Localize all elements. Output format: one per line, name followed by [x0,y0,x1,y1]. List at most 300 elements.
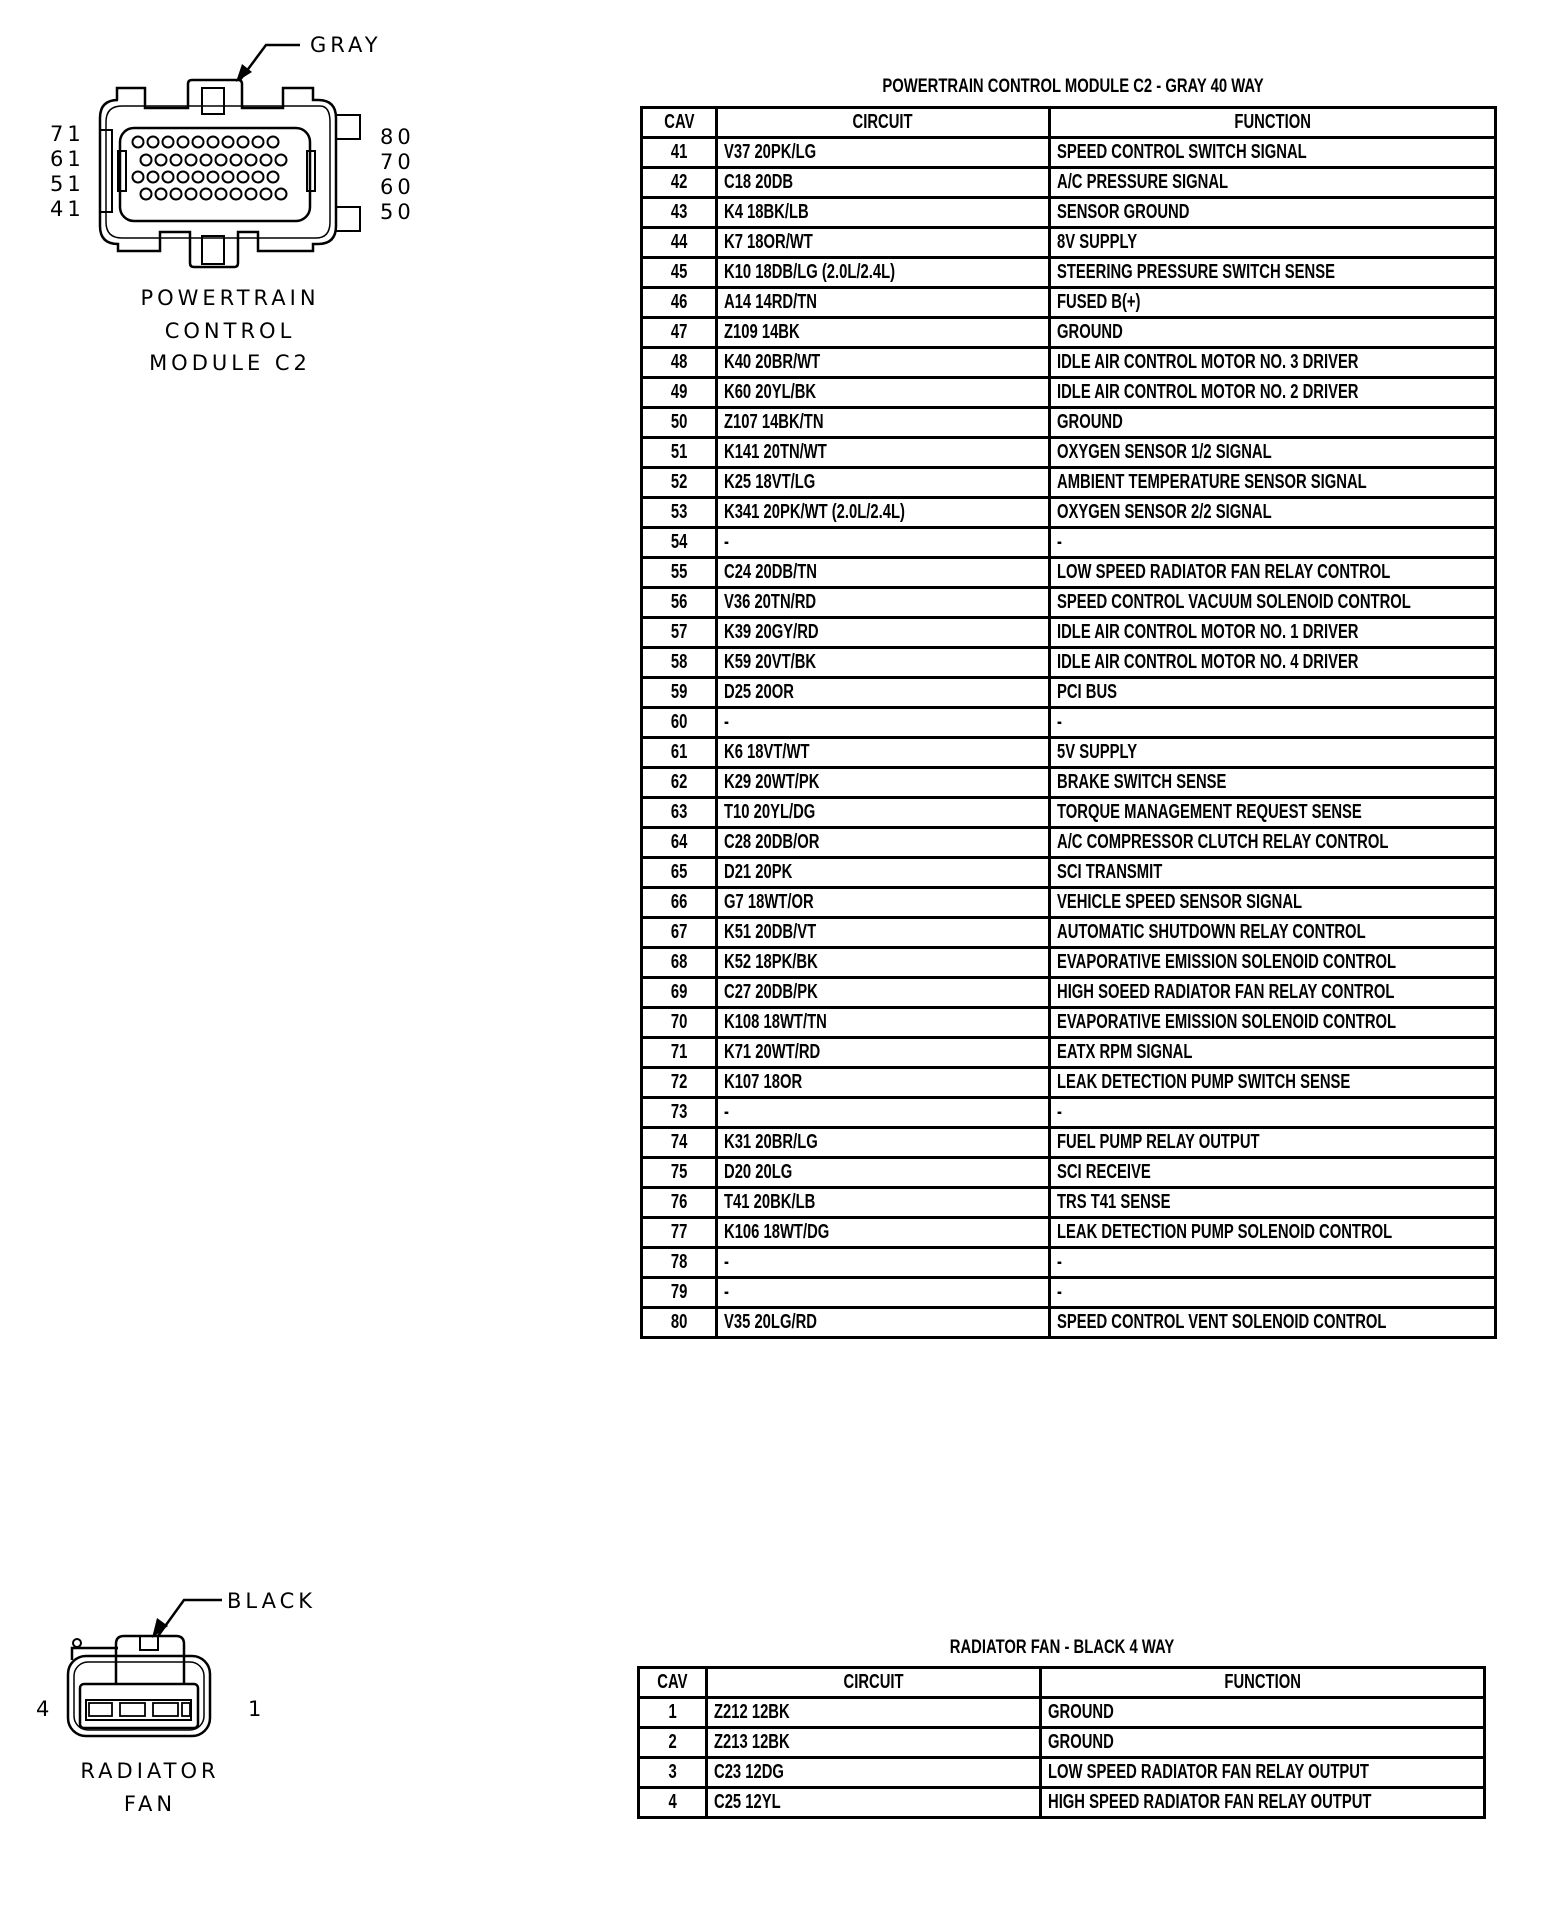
function-cell-text: LEAK DETECTION PUMP SOLENOID CONTROL [1057,1221,1393,1243]
function-cell [1050,888,1496,918]
function-cell [1050,438,1496,468]
header-cav [639,1668,707,1698]
pin-cavity [253,137,264,148]
circuit-cell-text: K31 20BR/LG [724,1131,818,1153]
pin-cavity [156,155,167,166]
pin-cavity [253,172,264,183]
circuit-cell [717,318,1050,348]
function-cell-text: AMBIENT TEMPERATURE SENSOR SIGNAL [1057,471,1367,493]
pin-cavity [223,137,234,148]
black-color-label: BLACK [227,1589,317,1613]
function-cell [1050,348,1496,378]
pin-cavity [276,189,287,200]
circuit-cell-text: K107 18OR [724,1071,803,1093]
pin-cavity [148,137,159,148]
pin-cavity [261,155,272,166]
circuit-cell-text: K29 20WT/PK [724,771,820,793]
cav-cell [642,1158,717,1188]
table-row [642,1038,1496,1068]
cav-cell [639,1758,707,1788]
function-cell-text: FUEL PUMP RELAY OUTPUT [1057,1131,1260,1153]
circuit-cell [717,828,1050,858]
cav-cell-text: 63 [670,801,688,823]
cav-cell [639,1698,707,1728]
cav-cell-text: 44 [670,231,688,253]
cav-cell-text: 2 [668,1731,677,1753]
cav-cell-text: 4 [668,1791,677,1813]
cav-cell-text: 77 [670,1221,688,1243]
function-cell-text: - [1057,1251,1062,1273]
table-row [642,1068,1496,1098]
table-row [642,828,1496,858]
cav-cell-text: 58 [670,651,688,673]
pin-label-61: 61 [50,147,85,171]
cav-cell [642,1278,717,1308]
table-row [642,798,1496,828]
cav-cell-text: 60 [670,711,688,733]
circuit-cell [707,1788,1041,1818]
cav-cell-text: 80 [670,1311,688,1333]
header-circuit [717,108,1050,138]
circuit-cell [717,198,1050,228]
table-row [639,1698,1485,1728]
function-cell [1050,468,1496,498]
function-cell [1050,1188,1496,1218]
pin-label-41: 41 [50,197,85,221]
pin-cavity [186,155,197,166]
cav-cell-text: 47 [670,321,688,343]
cav-cell [642,1188,717,1218]
cav-cell [642,588,717,618]
pcm-caption-line-3: MODULE C2 [149,351,311,375]
function-cell-text: SCI TRANSMIT [1057,861,1163,883]
table-row [642,1308,1496,1338]
table-row [639,1758,1485,1788]
circuit-cell [717,168,1050,198]
circuit-cell [717,558,1050,588]
pin-label-70: 70 [380,150,415,174]
circuit-cell [717,378,1050,408]
header-row [642,108,1496,138]
function-cell-text: EVAPORATIVE EMISSION SOLENOID CONTROL [1057,1011,1397,1033]
pin-cavity [163,137,174,148]
circuit-cell-text: Z212 12BK [714,1701,790,1723]
fan-caption-line-2: FAN [123,1792,177,1816]
function-cell-text: LOW SPEED RADIATOR FAN RELAY CONTROL [1057,561,1391,583]
circuit-cell [717,408,1050,438]
cav-cell-text: 50 [670,411,688,433]
circuit-cell [717,258,1050,288]
cav-cell [642,1098,717,1128]
function-cell-text: VEHICLE SPEED SENSOR SIGNAL [1057,891,1303,913]
pin-cavity [178,172,189,183]
pin-cavity [223,172,234,183]
table-row [642,708,1496,738]
circuit-cell-text: - [724,531,729,553]
function-cell-text: GROUND [1048,1701,1114,1723]
circuit-cell-text: K7 18OR/WT [724,231,813,253]
cav-cell [642,468,717,498]
function-cell [1050,1248,1496,1278]
cav-cell-text: 43 [670,201,688,223]
cav-cell-text: 46 [670,291,688,313]
table-row [642,588,1496,618]
pcm-pin-cavities [133,137,287,200]
cav-cell-text: 41 [670,141,688,163]
circuit-cell [717,228,1050,258]
table-row [642,498,1496,528]
pcm-table-body [642,108,1496,1338]
cav-cell-text: 57 [670,621,688,643]
function-cell [1050,918,1496,948]
function-cell-text: LOW SPEED RADIATOR FAN RELAY OUTPUT [1048,1761,1369,1783]
table-row [642,408,1496,438]
table-row [642,1218,1496,1248]
circuit-cell [717,678,1050,708]
circuit-cell [717,618,1050,648]
table-row [642,258,1496,288]
circuit-cell-text: C25 12YL [714,1791,781,1813]
function-cell-text: IDLE AIR CONTROL MOTOR NO. 4 DRIVER [1057,651,1359,673]
cav-cell [642,678,717,708]
table-row [642,678,1496,708]
pcm-table-title: POWERTRAIN CONTROL MODULE C2 - GRAY 40 WAY [882,76,1264,97]
gray-pointer-arrow [236,45,300,82]
cav-cell [642,1128,717,1158]
pcm-caption-line-2: CONTROL [164,319,296,343]
pin-cavity [201,189,212,200]
circuit-cell-text: C24 20DB/TN [724,561,817,583]
table-row [642,1008,1496,1038]
cav-cell-text: 79 [670,1281,688,1303]
fan-pinout-table [637,1666,1486,1819]
circuit-cell [717,858,1050,888]
circuit-cell [717,738,1050,768]
circuit-cell [717,1218,1050,1248]
function-cell-text: GROUND [1057,411,1123,433]
function-cell [1050,858,1496,888]
table-row [642,1128,1496,1158]
pin-cavity [148,172,159,183]
fan-pin-label-4: 4 [36,1697,54,1721]
table-row [642,528,1496,558]
circuit-cell-text: K106 18WT/DG [724,1221,830,1243]
cav-cell-text: 70 [670,1011,688,1033]
table-row [642,438,1496,468]
function-cell-text: FUSED B(+) [1057,291,1141,313]
cav-cell [642,438,717,468]
pin-cavity [141,189,152,200]
cav-cell [642,858,717,888]
circuit-cell [707,1728,1041,1758]
pin-cavity [133,172,144,183]
table-row [642,618,1496,648]
circuit-cell [717,1248,1050,1278]
circuit-cell-text: C28 20DB/OR [724,831,820,853]
function-cell-text: 8V SUPPLY [1057,231,1138,253]
circuit-cell-text: Z107 14BK/TN [724,411,824,433]
circuit-cell [717,1068,1050,1098]
pin-cavity [208,172,219,183]
pin-cavity [186,189,197,200]
function-cell-text: SPEED CONTROL SWITCH SIGNAL [1057,141,1307,163]
cav-cell-text: 75 [670,1161,688,1183]
function-cell [1050,618,1496,648]
function-cell-text: - [1057,1101,1062,1123]
table-row [642,1158,1496,1188]
cav-cell [642,798,717,828]
cav-cell-text: 64 [670,831,688,853]
cav-cell [642,708,717,738]
table-row [639,1728,1485,1758]
pin-cavity [246,155,257,166]
circuit-cell [717,798,1050,828]
function-cell [1050,558,1496,588]
function-cell [1050,528,1496,558]
cav-cell [642,618,717,648]
function-cell [1050,1068,1496,1098]
function-cell-text: IDLE AIR CONTROL MOTOR NO. 1 DRIVER [1057,621,1359,643]
pin-cavity [193,172,204,183]
circuit-cell [717,948,1050,978]
circuit-cell [717,288,1050,318]
cav-cell-text: 76 [670,1191,688,1213]
function-cell-text: HIGH SOEED RADIATOR FAN RELAY CONTROL [1057,981,1395,1003]
table-row [642,858,1496,888]
function-cell-text: PCI BUS [1057,681,1118,703]
function-cell-text: SENSOR GROUND [1057,201,1190,223]
table-row [642,288,1496,318]
circuit-cell [717,1158,1050,1188]
function-cell [1050,1008,1496,1038]
function-cell-text: - [1057,1281,1062,1303]
circuit-cell-text: - [724,711,729,733]
pin-cavity [216,155,227,166]
function-cell [1050,408,1496,438]
cav-cell-text: 78 [670,1251,688,1273]
function-cell [1050,258,1496,288]
cav-cell [642,138,717,168]
function-cell [1050,378,1496,408]
pcm-connector-drawing [100,80,360,267]
circuit-cell-text: K10 18DB/LG (2.0L/2.4L) [724,261,896,283]
circuit-cell-text: K51 20DB/VT [724,921,817,943]
table-row [642,888,1496,918]
cav-cell [642,498,717,528]
cav-cell [642,738,717,768]
pin-cavity [246,189,257,200]
pin-cavity [238,172,249,183]
cav-cell [642,228,717,258]
function-cell-text: STEERING PRESSURE SWITCH SENSE [1057,261,1335,283]
circuit-cell [717,1188,1050,1218]
pin-label-50: 50 [380,200,415,224]
circuit-cell-text: G7 18WT/OR [724,891,814,913]
cav-cell-text: 54 [670,531,688,553]
cav-cell-text: 53 [670,501,688,523]
function-cell-text: 5V SUPPLY [1057,741,1138,763]
pin-cavity [171,189,182,200]
cav-cell [642,168,717,198]
header-function [1041,1668,1485,1698]
pin-cavity [201,155,212,166]
cav-cell [642,558,717,588]
circuit-cell [717,648,1050,678]
pin-cavity [163,172,174,183]
function-cell-text: A/C PRESSURE SIGNAL [1057,171,1229,193]
header-cav-text: CAV [657,1671,688,1693]
cav-cell [642,258,717,288]
header-circuit-text: CIRCUIT [852,111,914,133]
function-cell [1050,318,1496,348]
circuit-cell [717,888,1050,918]
fan-connector-drawing [68,1636,210,1736]
cav-cell [642,1308,717,1338]
function-cell [1041,1698,1485,1728]
cav-cell [639,1728,707,1758]
cav-cell [642,1008,717,1038]
pin-label-80: 80 [380,125,415,149]
function-cell [1050,1158,1496,1188]
cav-cell-text: 42 [670,171,688,193]
circuit-cell-text: C18 20DB [724,171,794,193]
table-row [642,198,1496,228]
pin-cavity [216,189,227,200]
function-cell-text: HIGH SPEED RADIATOR FAN RELAY OUTPUT [1048,1791,1372,1813]
fan-pin-label-1: 1 [248,1697,266,1721]
function-cell-text: A/C COMPRESSOR CLUTCH RELAY CONTROL [1057,831,1389,853]
circuit-cell [717,918,1050,948]
header-cav-text: CAV [663,111,695,133]
table-row [642,978,1496,1008]
pin-cavity [193,137,204,148]
circuit-cell [717,588,1050,618]
table-row [642,648,1496,678]
pin-label-51: 51 [50,172,85,196]
circuit-cell-text: K71 20WT/RD [724,1041,821,1063]
pin-cavity [208,137,219,148]
cav-cell-text: 51 [670,441,688,463]
function-cell-text: TORQUE MANAGEMENT REQUEST SENSE [1057,801,1362,823]
header-function-text: FUNCTION [1224,1671,1301,1693]
function-cell [1050,198,1496,228]
cav-cell-text: 61 [670,741,688,763]
cav-cell [642,378,717,408]
cav-cell-text: 3 [668,1761,677,1783]
table-row [642,348,1496,378]
function-cell-text: LEAK DETECTION PUMP SWITCH SENSE [1057,1071,1351,1093]
function-cell [1050,1038,1496,1068]
cav-cell-text: 68 [670,951,688,973]
function-cell-text: OXYGEN SENSOR 2/2 SIGNAL [1057,501,1272,523]
cav-cell [642,1038,717,1068]
pin-cavity [261,189,272,200]
pin-cavity [133,137,144,148]
function-cell-text: IDLE AIR CONTROL MOTOR NO. 2 DRIVER [1057,381,1359,403]
circuit-cell-text: K40 20BR/WT [724,351,821,373]
circuit-cell-text: K6 18VT/WT [724,741,810,763]
function-cell-text: SCI RECEIVE [1057,1161,1151,1183]
header-function-text: FUNCTION [1234,111,1311,133]
table-row [642,768,1496,798]
fan-caption-line-1: RADIATOR [80,1759,220,1783]
circuit-cell-text: V36 20TN/RD [724,591,817,613]
circuit-cell [717,498,1050,528]
circuit-cell-text: V37 20PK/LG [724,141,817,163]
circuit-cell-text: K59 20VT/BK [724,651,817,673]
fan-table-body [639,1668,1485,1818]
function-cell-text: TRS T41 SENSE [1057,1191,1171,1213]
circuit-cell-text: D21 20PK [724,861,793,883]
circuit-cell-text: Z109 14BK [724,321,800,343]
table-row [642,228,1496,258]
header-cav [642,108,717,138]
table-row [642,138,1496,168]
pin-cavity [238,137,249,148]
table-row [642,948,1496,978]
cav-cell-text: 56 [670,591,688,613]
function-cell [1050,948,1496,978]
function-cell [1041,1788,1485,1818]
circuit-cell-text: K52 18PK/BK [724,951,818,973]
pcm-caption-line-1: POWERTRAIN [140,286,320,310]
function-cell [1050,708,1496,738]
function-cell-text: EATX RPM SIGNAL [1057,1041,1193,1063]
function-cell [1050,498,1496,528]
circuit-cell [717,708,1050,738]
function-cell-text: AUTOMATIC SHUTDOWN RELAY CONTROL [1057,921,1366,943]
function-cell [1041,1758,1485,1788]
pin-cavity [141,155,152,166]
cav-cell-text: 55 [670,561,688,583]
cav-cell [639,1788,707,1818]
circuit-cell [717,348,1050,378]
cav-cell-text: 45 [670,261,688,283]
black-pointer-arrow [152,1600,222,1638]
circuit-cell-text: D25 20OR [724,681,794,703]
cav-cell [642,768,717,798]
circuit-cell-text: K39 20GY/RD [724,621,819,643]
function-cell [1050,1098,1496,1128]
pin-cavity [268,172,279,183]
cav-cell-text: 72 [670,1071,688,1093]
function-cell [1050,678,1496,708]
table-row [642,468,1496,498]
circuit-cell [717,978,1050,1008]
circuit-cell-text: - [724,1251,729,1273]
table-row [639,1788,1485,1818]
table-row [642,918,1496,948]
circuit-cell-text: T10 20YL/DG [724,801,816,823]
fan-table-title: RADIATOR FAN - BLACK 4 WAY [949,1637,1175,1658]
circuit-cell-text: K25 18VT/LG [724,471,816,493]
table-row [642,1188,1496,1218]
pin-label-71: 71 [50,122,85,146]
function-cell [1050,1128,1496,1158]
function-cell [1050,738,1496,768]
cav-cell [642,918,717,948]
circuit-cell-text: K341 20PK/WT (2.0L/2.4L) [724,501,905,523]
header-function [1050,108,1496,138]
circuit-cell-text: - [724,1101,729,1123]
circuit-cell [707,1758,1041,1788]
circuit-cell-text: C27 20DB/PK [724,981,818,1003]
circuit-cell-text: K4 18BK/LB [724,201,809,223]
circuit-cell-text: V35 20LG/RD [724,1311,817,1333]
function-cell [1050,798,1496,828]
cav-cell [642,888,717,918]
cav-cell-text: 73 [670,1101,688,1123]
